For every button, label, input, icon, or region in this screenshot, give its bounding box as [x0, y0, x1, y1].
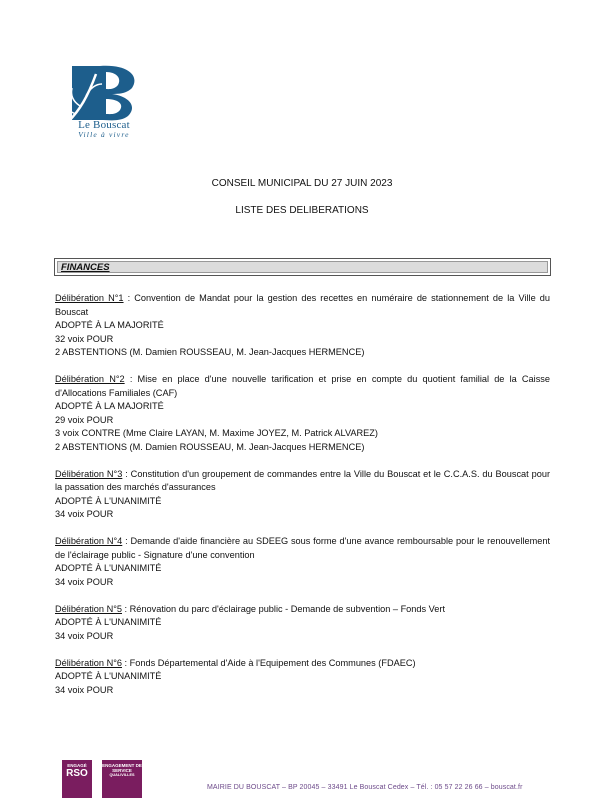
deliberation-result: ADOPTÉ À L'UNANIMITÉ: [55, 671, 162, 681]
rso-badge: [62, 760, 92, 798]
rso-badge-label: RSO: [66, 768, 88, 779]
deliberation-list: [55, 292, 550, 711]
deliberation-text: : Fonds Départemental d'Aide à l'Equipement des Communes (FDAEC): [122, 657, 416, 668]
deliberation-item: [55, 468, 550, 522]
deliberation-result: ADOPTÉ À L'UNANIMITÉ: [55, 495, 162, 506]
deliberation-label: Délibération N°6: [55, 657, 122, 668]
deliberation-label: Délibération N°5: [55, 603, 122, 614]
deliberation-result: ADOPTÉ À LA MAJORITÉ: [55, 401, 164, 411]
deliberation-votes-for: 34 voix POUR: [55, 684, 114, 695]
deliberation-text: : Rénovation du parc d'éclairage public - Demande de subvention – Fonds Vert: [122, 603, 446, 614]
deliberation-abstentions: 2 ABSTENTIONS (M. Damien ROUSSEAU, M. Jean-Jacques HERMENCE): [55, 441, 365, 452]
deliberation-label: Délibération N°1: [55, 293, 124, 303]
deliberation-heading: [55, 535, 550, 562]
deliberation-votes-against: 3 voix CONTRE (Mme Claire LAYAN, M. Maxime JOYEZ, M. Patrick ALVAREZ): [55, 428, 378, 438]
rso-badge-top: ENGAGÉ: [67, 763, 87, 768]
deliberation-heading: [55, 292, 550, 319]
deliberation-votes-for: 32 voix POUR: [55, 333, 114, 344]
deliberation-item: [55, 535, 550, 589]
service-badge: [102, 760, 142, 798]
deliberation-heading: [55, 657, 550, 671]
deliberation-votes-for: 34 voix POUR: [55, 576, 114, 587]
deliberation-votes-for: 29 voix POUR: [55, 414, 114, 425]
deliberation-result: ADOPTÉ À L'UNANIMITÉ: [55, 563, 162, 573]
deliberation-text: : Constitution d'un groupement de commandes entre la Ville du Bouscat et le C.C.A.S. du Bouscat pour la passation des marchés d'assurances: [55, 468, 550, 492]
deliberation-text: : Convention de Mandat pour la gestion des recettes en numéraire de stationnement de la Ville du Bouscat: [55, 293, 551, 317]
deliberation-result: ADOPTÉ À LA MAJORITÉ: [55, 320, 164, 330]
deliberation-abstentions: 2 ABSTENTIONS (M. Damien ROUSSEAU, M. Jean-Jacques HERMENCE): [55, 347, 365, 357]
document-subtitle: LISTE DES DELIBERATIONS: [235, 205, 369, 216]
deliberation-item: [55, 292, 550, 360]
document-title: CONSEIL MUNICIPAL DU 27 JUIN 2023: [211, 178, 393, 189]
deliberation-item: [55, 657, 550, 698]
deliberation-heading: [55, 373, 550, 400]
deliberation-item: [55, 603, 550, 644]
deliberation-heading: [55, 603, 550, 617]
section-header-box: [54, 258, 551, 276]
deliberation-label: Délibération N°4: [55, 536, 123, 546]
logo-wordmark: [64, 120, 144, 139]
deliberation-label: Délibération N°3: [55, 468, 123, 479]
service-badge-label: ENGAGEMENT DE SERVICE: [102, 763, 142, 773]
deliberation-label: Délibération N°2: [55, 374, 125, 384]
section-header-fill: [57, 261, 548, 273]
service-badge-sub: QUALIVILLES: [109, 773, 135, 777]
deliberation-heading: [55, 468, 550, 495]
deliberation-votes-for: 34 voix POUR: [55, 630, 114, 641]
section-title: FINANCES: [61, 262, 110, 273]
logo-name: Le Bouscat: [78, 119, 130, 131]
deliberation-text: : Demande d'aide financière au SDEEG sous forme d'une avance remboursable pour le renouvellement de l'éclairage public - Signature d'une convention: [55, 536, 550, 560]
deliberation-result: ADOPTÉ À L'UNANIMITÉ: [55, 617, 162, 627]
deliberation-text: : Mise en place d'une nouvelle tarification et prise en compte du quotient familial de la Caisse d'Allocations Familiales (CAF): [55, 374, 551, 398]
deliberation-item: [55, 373, 550, 454]
logo-tagline: Ville à vivre: [78, 130, 130, 139]
footer-address: MAIRIE DU BOUSCAT – BP 20045 – 33491 Le Bouscat Cedex – Tél. : 05 57 22 26 66 – bouscat.fr: [207, 784, 523, 791]
deliberation-votes-for: 34 voix POUR: [55, 509, 114, 519]
